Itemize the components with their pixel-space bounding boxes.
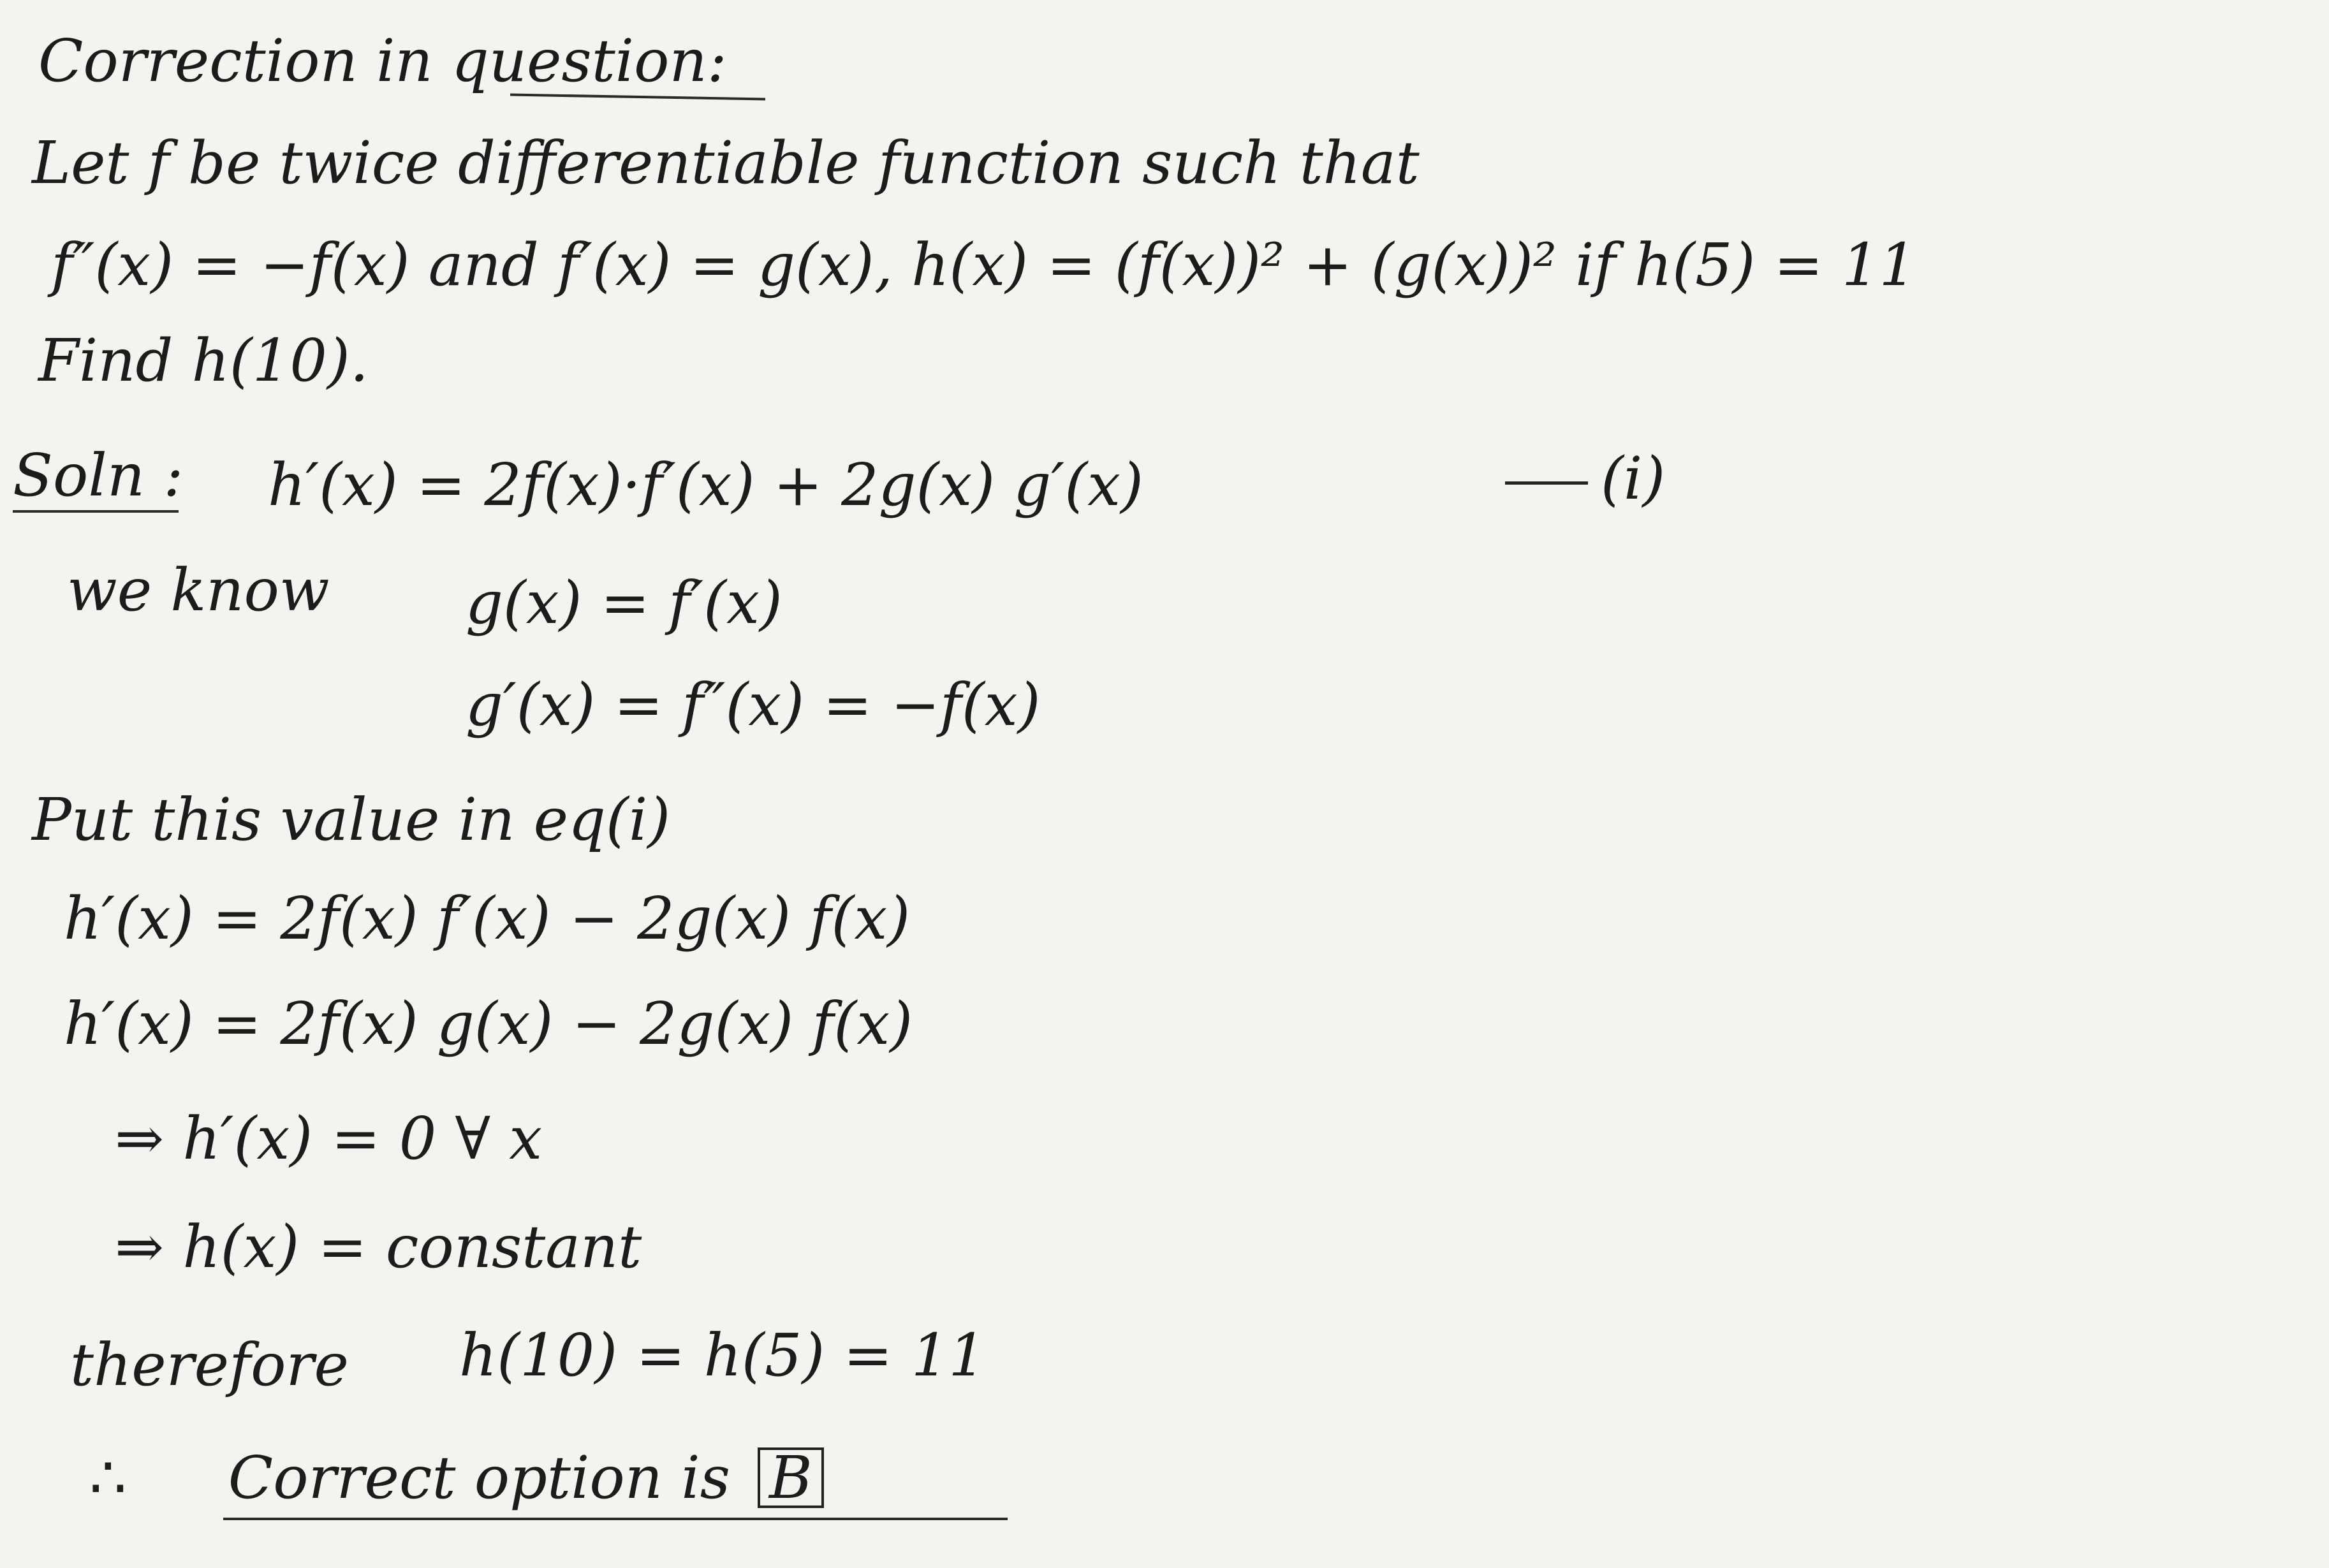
solution-step-3: g′(x) = f″(x) = −f(x) xyxy=(466,671,1041,739)
solution-step-8: h(10) = h(5) = 11 xyxy=(459,1321,986,1389)
solution-label-underline xyxy=(13,510,179,513)
question-line-1: Let f be twice differentiable function such that xyxy=(32,129,1420,197)
solution-step-6: ⇒ h′(x) = 0 ∀ x xyxy=(115,1104,543,1173)
solution-step-4: h′(x) = 2f(x) f′(x) − 2g(x) f(x) xyxy=(64,884,911,953)
put-value-text: Put this value in eq(i) xyxy=(32,786,671,854)
equation-tag: (i) xyxy=(1601,444,1666,513)
equation-dash xyxy=(1505,481,1588,485)
answer-box: B xyxy=(758,1447,824,1508)
solution-step-5: h′(x) = 2f(x) g(x) − 2g(x) f(x) xyxy=(64,990,913,1058)
question-line-2: f″(x) = −f(x) and f′(x) = g(x), h(x) = (f(x))² + (g(x))² if h(5) = 11 xyxy=(51,231,1917,299)
therefore-symbol: ∴ xyxy=(89,1444,127,1512)
conclusion-text: Correct option is xyxy=(228,1444,730,1512)
solution-step-2: g(x) = f′(x) xyxy=(466,569,782,637)
we-know-label: we know xyxy=(67,556,330,624)
solution-label: Soln : xyxy=(13,441,184,509)
conclusion-line xyxy=(89,1444,824,1512)
question-line-3: Find h(10). xyxy=(38,326,369,395)
therefore-text: therefore xyxy=(70,1331,349,1399)
solution-step-7: ⇒ h(x) = constant xyxy=(115,1213,642,1281)
solution-step-1: h′(x) = 2f(x)·f′(x) + 2g(x) g′(x) xyxy=(268,451,1143,519)
correction-heading: Correction in question: xyxy=(38,27,727,95)
conclusion-underline xyxy=(223,1518,1008,1520)
